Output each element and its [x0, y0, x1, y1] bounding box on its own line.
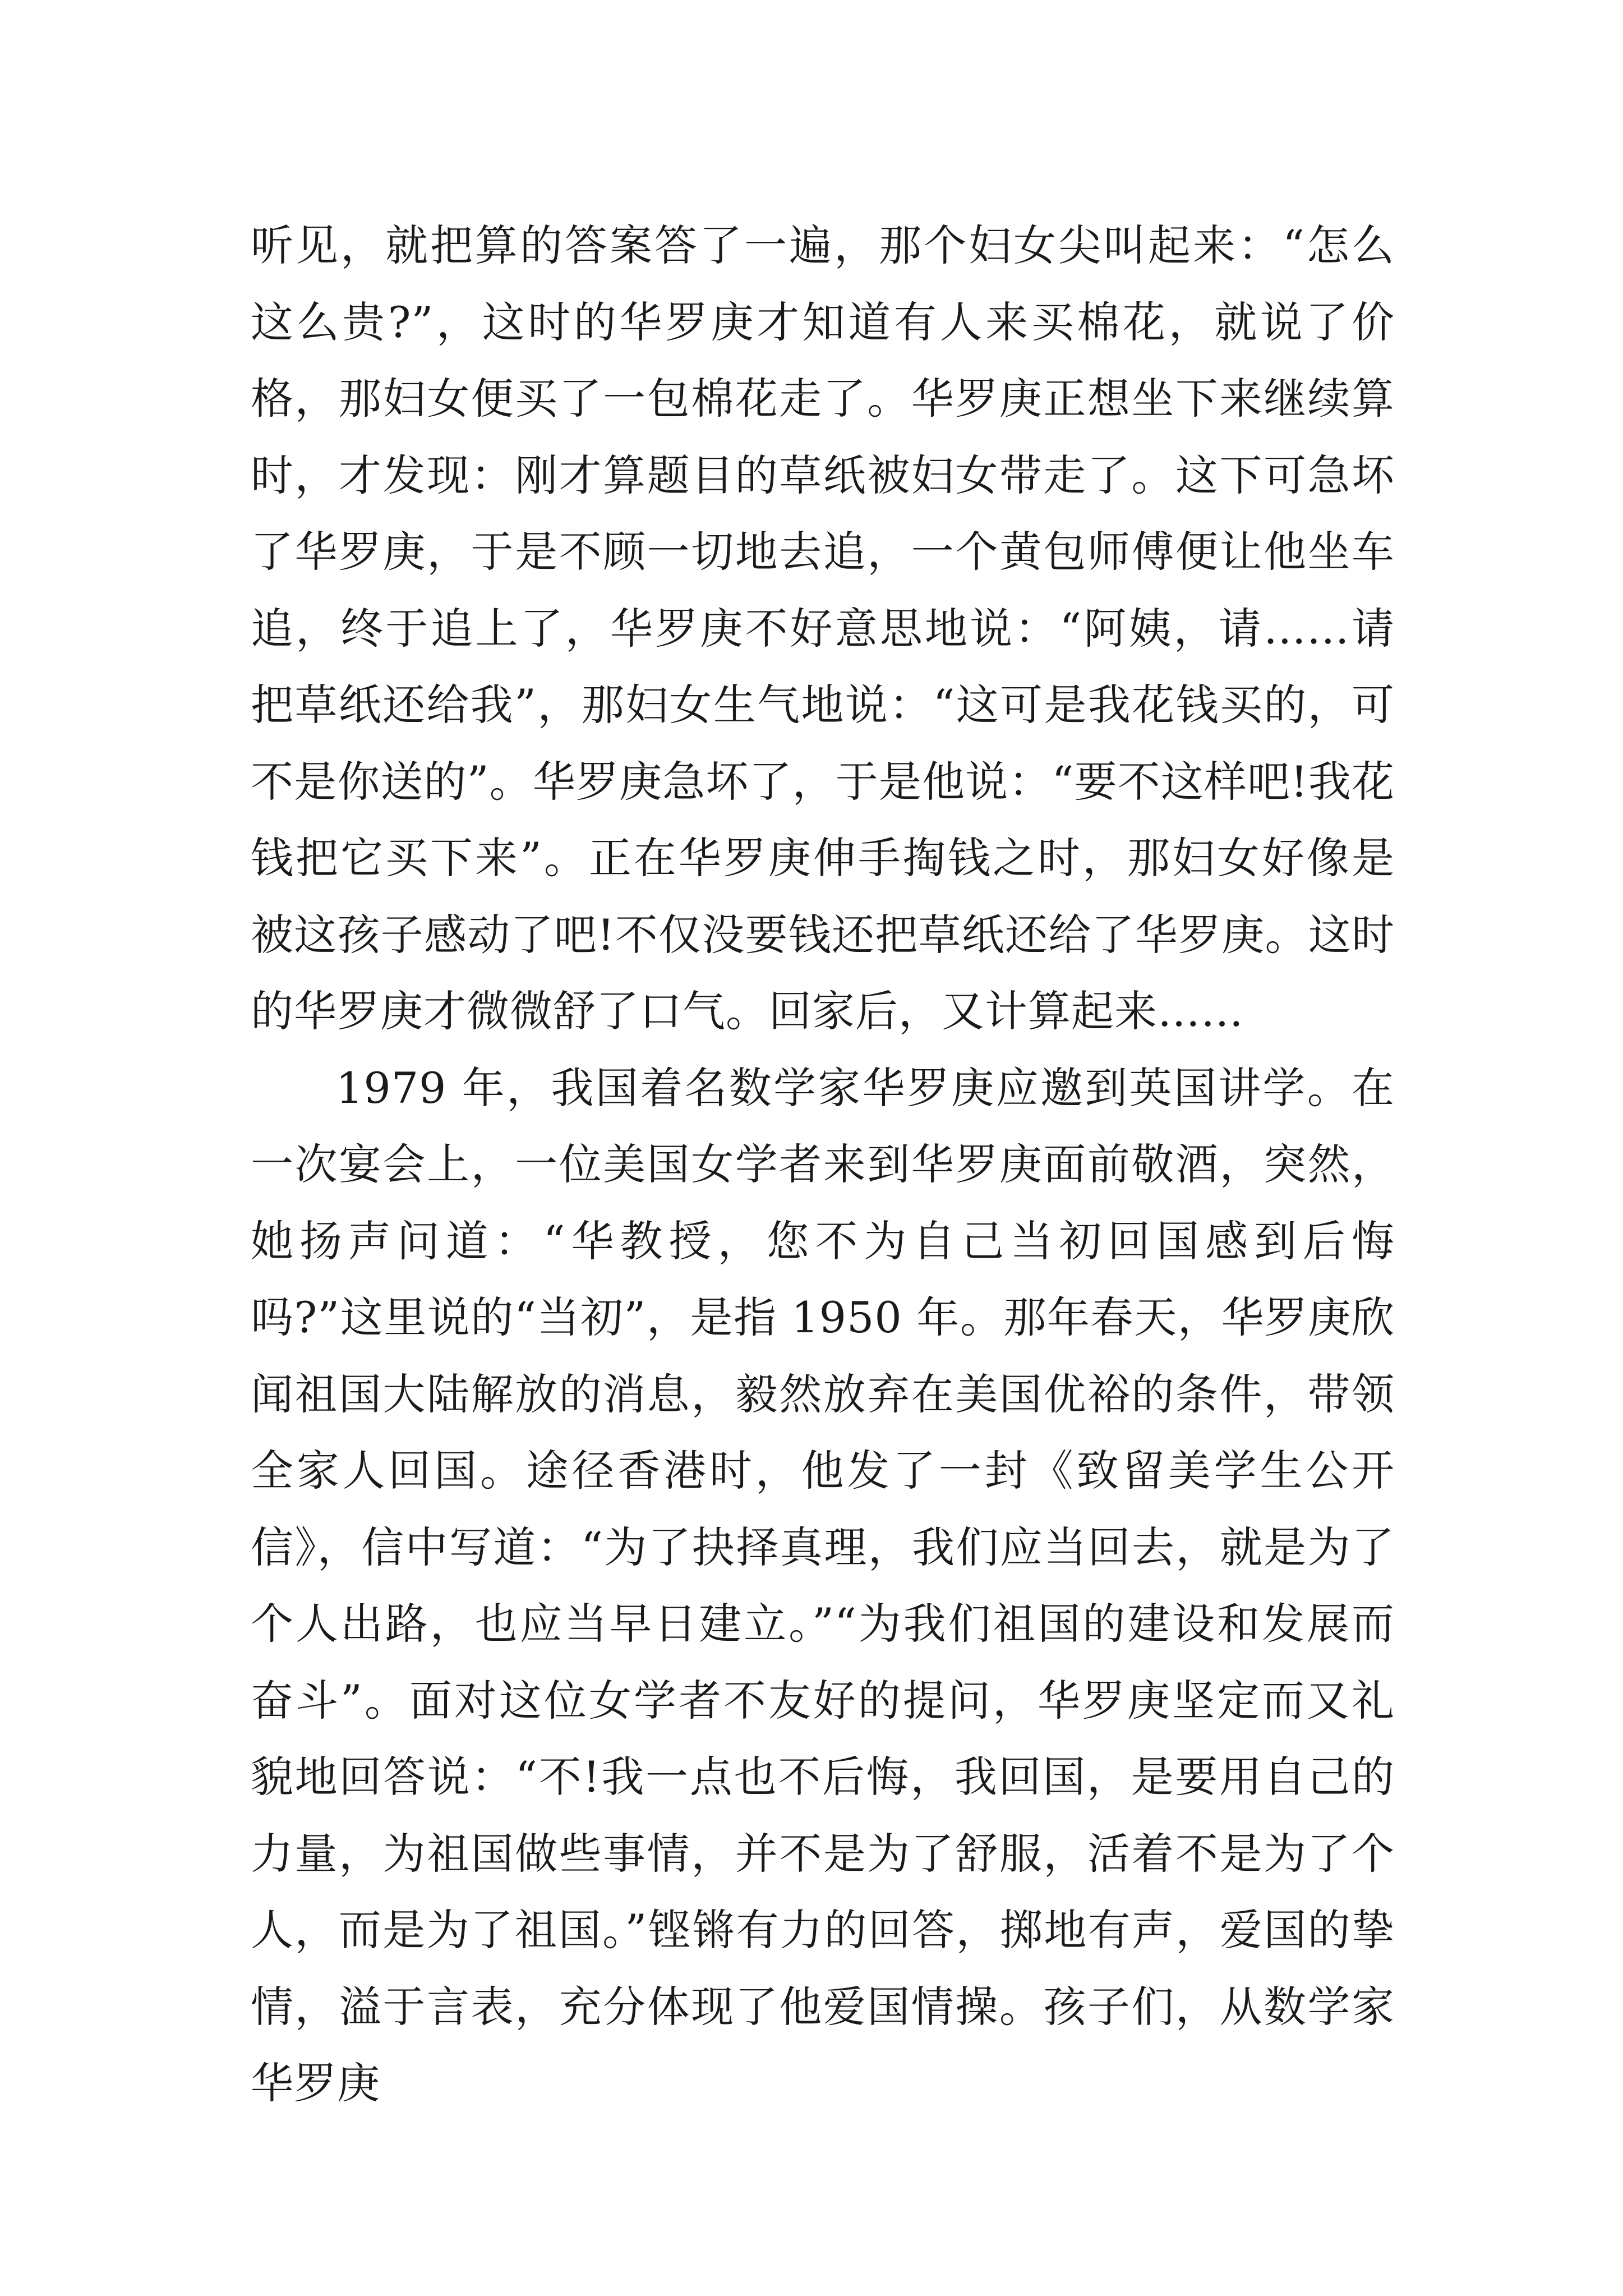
document-body: [251, 208, 1395, 2122]
paragraph-1: 听见，就把算的答案答了一遍，那个妇女尖叫起来：“怎么这么贵?”，这时的华罗庚才知道有人来买棉花，就说了价格，那妇女便买了一包棉花走了。华罗庚正想坐下来继续算时，才发现：刚才算题目的草纸被妇女带走了。这下可急坏了华罗庚，于是不顾一切地去追，一个黄包师傅便让他坐车追，终于追上了，华罗庚不好意思地说：“阿姨，请……请把草纸还给我”，那妇女生气地说：“这可是我花钱买的，可不是你送的”。华罗庚急坏了，于是他说：“要不这样吧!我花钱把它买下来”。正在华罗庚伸手掏钱之时，那妇女好像是被这孩子感动了吧!不仅没要钱还把草纸还给了华罗庚。这时的华罗庚才微微舒了口气。回家后，又计算起来……: [251, 220, 1395, 1036]
paragraph-2: 1979 年，我国着名数学家华罗庚应邀到英国讲学。在一次宴会上，一位美国女学者来到华罗庚面前敬酒，突然，她扬声问道：“华教授，您不为自己当初回国感到后悔吗?”这里说的“当初”，是指 1950 年。那年春天，华罗庚欣闻祖国大陆解放的消息，毅然放弃在美国优裕的条件，带领全家人回国。途径香港时，他发了一封《致留美学生公开信》，信中写道：“为了抉择真理，我们应当回去，就是为了个人出路，也应当早日建立。”“为我们祖国的建设和发展而奋斗”。面对这位女学者不友好的提问，华罗庚坚定而又礼貌地回答说：“不!我一点也不后悔，我回国，是要用自己的力量，为祖国做些事情，并不是为了舒服，活着不是为了个人，而是为了祖国。”铿锵有力的回答，掷地有声，爱国的挚情，溢于言表，充分体现了他爱国情操。孩子们，从数学家华罗庚: [251, 1062, 1395, 2108]
